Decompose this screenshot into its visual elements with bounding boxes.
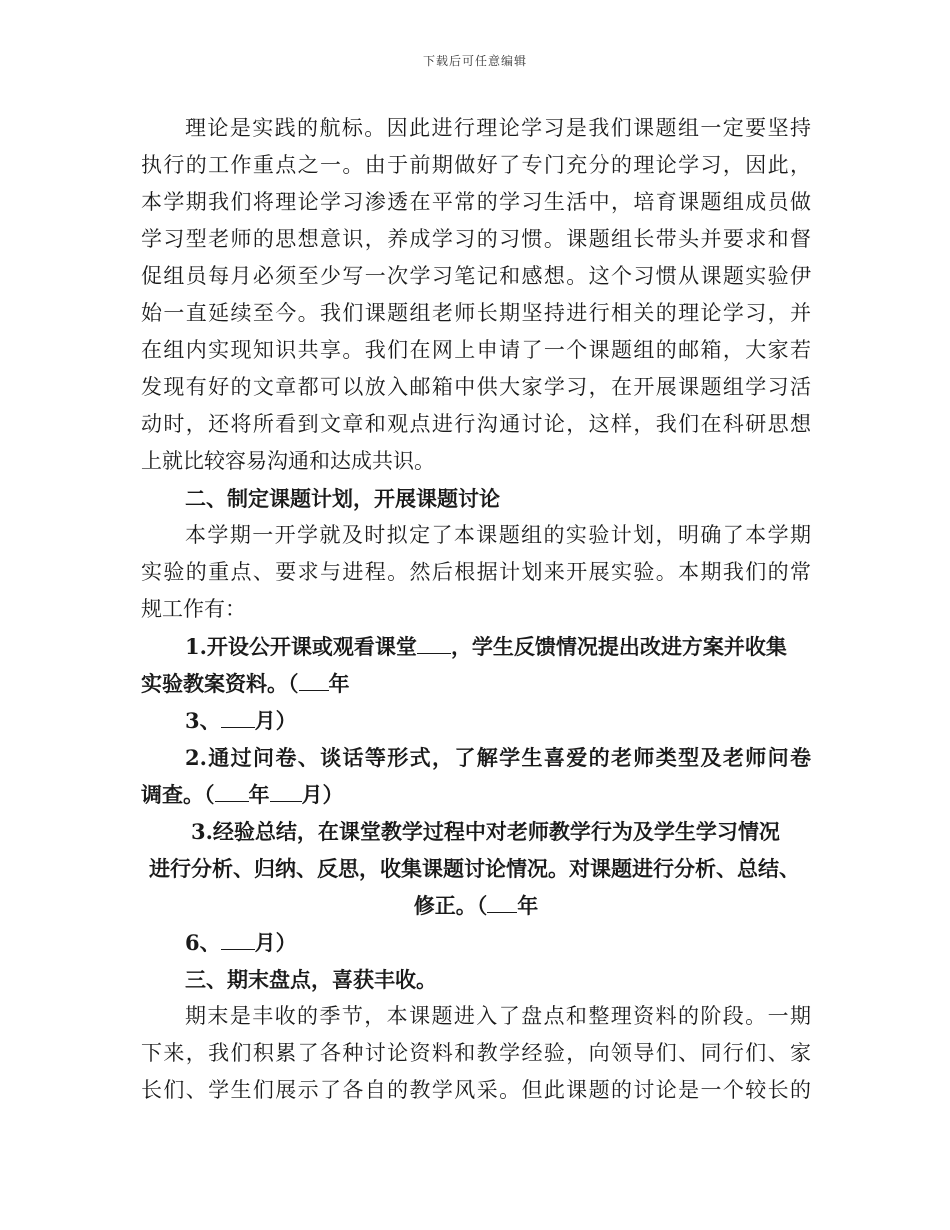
item-text: 调查。（ xyxy=(141,782,215,807)
list-item-survey xyxy=(141,739,811,813)
text-line xyxy=(141,887,811,924)
text-line: 发现有好的文章都可以放入邮箱中供大家学习，在开展课题组学习活 xyxy=(141,375,811,399)
text-line xyxy=(141,628,811,665)
text-line: 上就比较容易沟通和达成共识。 xyxy=(141,449,435,473)
text-line: 理论是实践的航标。因此进行理论学习是我们课题组一定要坚持 xyxy=(185,116,811,140)
text-line: 长们、学生们展示了各自的教学风采。但此课题的讨论是一个较长的 xyxy=(141,1078,811,1102)
text-line: 3.经验总结，在课堂教学过程中对老师教学行为及学生学习情况 xyxy=(191,819,780,844)
text-line: 执行的工作重点之一。由于前期做好了专门充分的理论学习，因此， xyxy=(141,153,811,177)
text-line: 学习型老师的思想意识，养成学习的习惯。课题组长带头并要求和督 xyxy=(141,227,811,251)
text-line: 进行分析、归纳、反思，收集课题讨论情况。对课题进行分析、总结、 xyxy=(149,856,800,881)
fill-blank xyxy=(299,666,329,691)
text-line: 始一直延续至今。我们课题组老师长期坚持进行相关的理论学习，并 xyxy=(141,301,811,325)
fill-blank xyxy=(487,888,517,913)
text-line xyxy=(141,702,811,739)
text-line: 实验的重点、要求与进程。然后根据计划来开展实验。本期我们的常 xyxy=(141,560,811,584)
fill-blank xyxy=(417,629,451,654)
text-line: 促组员每月必须至少写一次学习笔记和感想。这个习惯从课题实验伊 xyxy=(141,264,811,288)
item-text: 年 xyxy=(328,671,350,696)
text-line: 下来，我们积累了各种讨论资料和教学经验，向领导们、同行们、家 xyxy=(141,1041,811,1065)
text-line: 本学期一开学就及时拟定了本课题组的实验计划，明确了本学期 xyxy=(185,523,811,547)
text-line: 期末是丰收的季节，本课题进入了盘点和整理资料的阶段。一期 xyxy=(185,1004,811,1028)
section-heading-harvest: 三、期末盘点，喜获丰收。 xyxy=(185,967,437,992)
item-text: 1.开设公开课或观看课堂 xyxy=(185,634,417,659)
text-line xyxy=(141,924,811,961)
list-item-summary xyxy=(141,813,811,961)
section-heading-plan: 二、制定课题计划，开展课题讨论 xyxy=(185,486,500,511)
item-text: 6、 xyxy=(185,930,221,955)
text-line: 2.通过问卷、谈话等形式，了解学生喜爱的老师类型及老师问卷 xyxy=(185,745,811,770)
text-line: 规工作有： xyxy=(141,597,246,621)
item-text: 年 xyxy=(517,893,539,918)
document-body xyxy=(141,110,811,1109)
page-header: 下载后可任意编辑 xyxy=(422,54,527,68)
text-line: 动时，还将所看到文章和观点进行沟通讨论，这样，我们在科研思想 xyxy=(141,412,811,436)
item-text: 3、 xyxy=(185,708,221,733)
fill-blank xyxy=(221,703,255,728)
item-text: 实验教案资料。（ xyxy=(141,671,299,696)
text-line xyxy=(141,776,811,813)
paragraph-harvest xyxy=(141,998,811,1109)
item-text: ，学生反馈情况提出改进方案并收集 xyxy=(450,634,787,659)
text-line xyxy=(141,665,811,702)
item-text: 修正。（ xyxy=(413,893,488,918)
list-item-open-class xyxy=(141,628,811,739)
item-text: 年 xyxy=(248,782,270,807)
fill-blank xyxy=(270,777,302,802)
item-text: 月） xyxy=(301,782,344,807)
item-text: 月） xyxy=(254,708,297,733)
paragraph-theory xyxy=(141,110,811,480)
fill-blank xyxy=(215,777,249,802)
paragraph-plan xyxy=(141,517,811,628)
text-line: 在组内实现知识共享。我们在网上申请了一个课题组的邮箱，大家若 xyxy=(141,338,811,362)
fill-blank xyxy=(221,925,255,950)
text-line: 本学期我们将理论学习渗透在平常的学习生活中，培育课题组成员做 xyxy=(141,190,811,214)
item-text: 月） xyxy=(254,930,297,955)
